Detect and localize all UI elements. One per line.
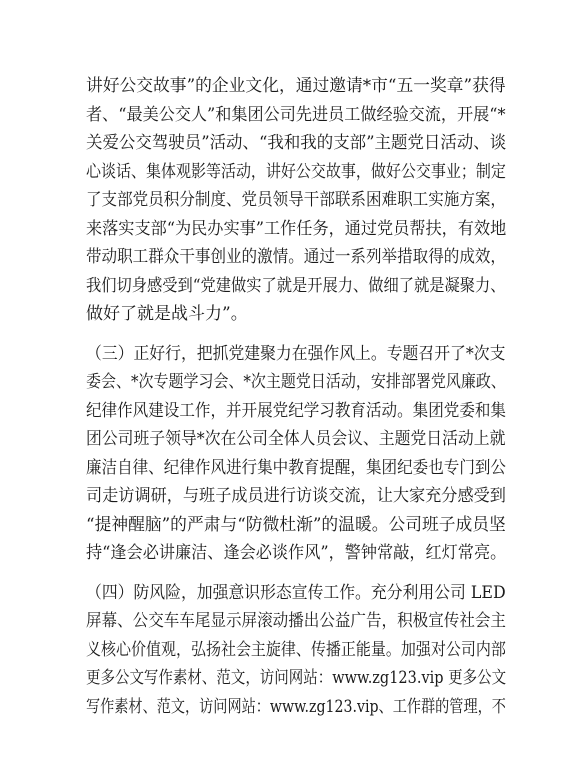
text-line: 来落实支部“为民办实事”工作任务，通过党员帮扶，有效地 (86, 218, 507, 239)
text-line: 写作素材、范文，访问网站：www.zg123.vip、工作群的管理，不 (86, 696, 506, 717)
text-line: 委会、*次专题学习会、*次主题党日活动，安排部署党风廉政、 (86, 372, 506, 392)
text-line: 义核心价值观，弘扬社会主旋律、传播正能量。加强对公司内部 (86, 639, 506, 660)
paragraph-2 (86, 340, 506, 568)
text-line: （三）正好行，把抓党建聚力在强作风上。专题召开了*次支 (86, 343, 506, 364)
text-line: 司走访调研，与班子成员进行访谈交流，让大家充分感受到 (86, 486, 506, 506)
paragraph-1 (86, 72, 506, 329)
text-line: “提神醒脑”的严肃与“防微杜渐”的温暖。公司班子成员坚 (86, 514, 506, 535)
text-line: 屏幕、公交车车尾显示屏滚动播出公益广告，积极宣传社会主 (86, 611, 506, 631)
text-line: 关爱公交驾驶员”活动、“我和我的支部”主题党日活动、谈 (86, 133, 507, 153)
text-line: 更多公文写作素材、范文，访问网站：www.zg123.vip 更多公文 (86, 668, 507, 688)
text-line: 做好了就是战斗力”。 (86, 304, 248, 324)
text-line: 持“逢会必讲廉洁、逢会必谈作风”，警钟常敲，红灯常亮。 (86, 543, 507, 563)
paragraph-gap (86, 568, 506, 579)
text-line: 我们切身感受到“党建做实了就是开展力、做细了就是凝聚力、 (86, 275, 506, 296)
text-line: 纪律作风建设工作，并开展党纪学习教育活动。集团党委和集 (86, 400, 506, 421)
text-line: 带动职工群众干事创业的激情。通过一系列举措取得的成效， (86, 247, 506, 267)
text-line: 了支部党员积分制度、党员领导干部联系困难职工实施方案， (86, 190, 506, 210)
paragraph-3 (86, 579, 506, 722)
text-line: 讲好公交故事”的企业文化，通过邀请*市“五一奖章”获得 (86, 76, 506, 96)
text-line: （四）防风险，加强意识形态宣传工作。充分利用公司 LED (86, 582, 506, 603)
document-body (86, 72, 506, 721)
text-line: 团公司班子领导*次在公司全体人员会议、主题党日活动上就 (86, 429, 506, 449)
text-line: 廉洁自律、纪律作风进行集中教育提醒，集团纪委也专门到公 (86, 457, 506, 478)
paragraph-gap (86, 329, 506, 340)
text-line: 心谈话、集体观影等活动，讲好公交故事，做好公交事业；制定 (86, 161, 506, 182)
text-line: 者、“最美公交人”和集团公司先进员工做经验交流，开展“* (86, 104, 506, 125)
